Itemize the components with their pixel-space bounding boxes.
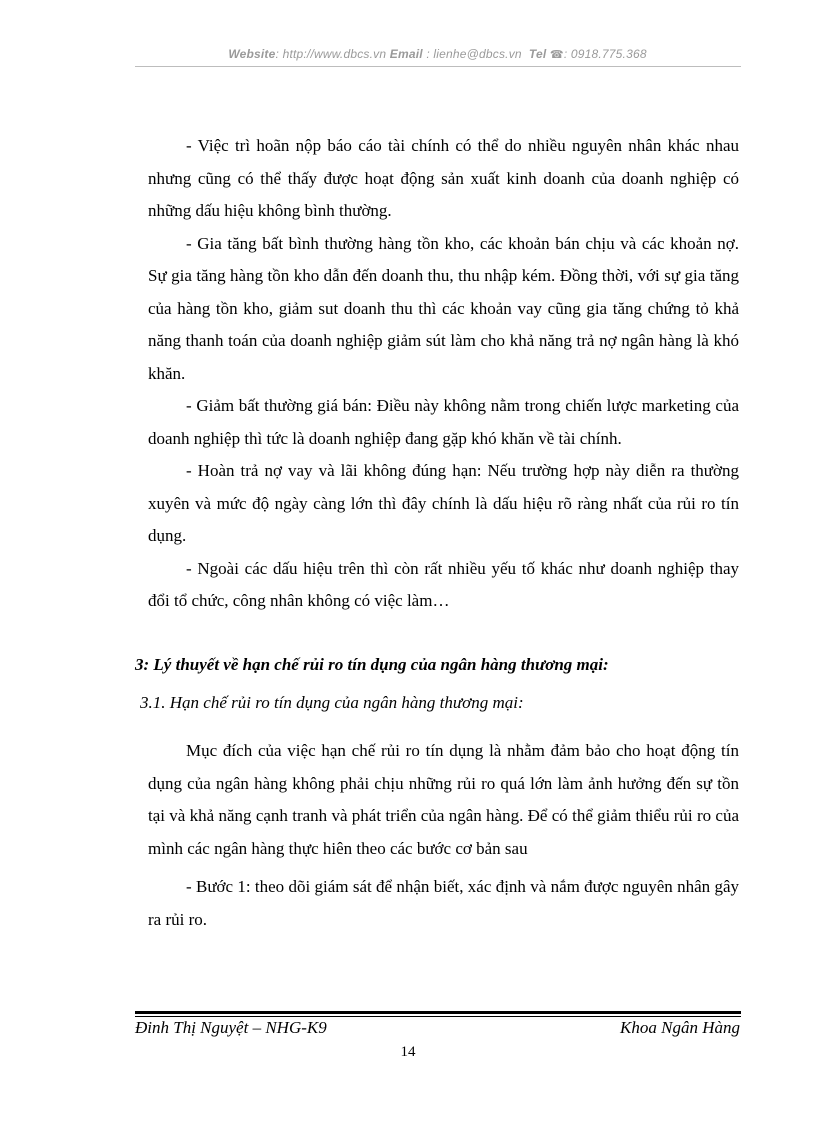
phone-icon: ☎ — [549, 49, 564, 61]
footer-author: Đinh Thị Nguyệt – NHG-K9 — [135, 1018, 327, 1037]
tel-label: Tel — [528, 47, 547, 61]
paragraph-2: - Gia tăng bất bình thường hàng tồn kho, các khoản bán chịu và các khoản nợ. Sự gia tăng hàng tồn kho dẫn đến doanh thu, thu nhập kém. Đồng thời, với sự gia tăng của hàng tồn kho, giảm sut doanh thu thì các khoản vay cũng gia tăng chứng tỏ khả năng thanh toán của doanh nghiệp giảm sút làm cho khả năng trả nợ ngân hàng là khó khăn. — [148, 233, 739, 383]
body-text-top — [148, 130, 739, 618]
email-label: Email — [389, 47, 423, 61]
footer-faculty: Khoa Ngân Hàng — [620, 1018, 740, 1037]
paragraph-4: - Hoàn trả nợ vay và lãi không đúng hạn: Nếu trường hợp này diễn ra thường xuyên và mức độ ngày càng lớn thì đây chính là dấu hiệu rõ ràng nhất của rủi ro tín dụng. — [148, 461, 739, 545]
paragraph-3: - Giảm bất thường giá bán: Điều này không nằm trong chiến lược marketing của doanh nghiệp thì tức là doanh nghiệp đang gặp khó khăn về tài chính. — [148, 396, 739, 448]
paragraph-6: Mục đích của việc hạn chế rủi ro tín dụng là nhằm đảm bảo cho hoạt động tín dụng của ngân hàng không phải chịu những rủi ro quá lớn làm ảnh hưởng đến sự tồn tại và khả năng cạnh tranh và phát triển của ngân hàng. Để có thể giảm thiểu rủi ro của mình các ngân hàng thực hiên theo các bước cơ bản sau — [148, 741, 739, 858]
website-value: : http://www.dbcs.vn — [275, 47, 387, 61]
paragraph-7: - Bước 1: theo dõi giám sát để nhận biết, xác định và nắm được nguyên nhân gây ra rủi ro. — [148, 877, 739, 929]
tel-value: : 0918.775.368 — [563, 47, 647, 61]
page-header — [135, 47, 740, 61]
paragraph-5: - Ngoài các dấu hiệu trên thì còn rất nhiều yếu tố khác như doanh nghiệp thay đổi tổ chức, công nhân không có việc làm… — [148, 558, 739, 610]
body-text-bottom — [148, 735, 739, 936]
footer-divider-thick — [135, 1011, 741, 1014]
page-number: 14 — [400, 1044, 416, 1060]
subsection-heading: 3.1. Hạn chế rủi ro tín dụng của ngân hàng thương mại: — [140, 693, 524, 712]
website-label: Website — [228, 47, 276, 61]
section-heading: 3: Lý thuyết về hạn chế rủi ro tín dụng của ngân hàng thương mại: — [135, 655, 609, 674]
paragraph-1: - Việc trì hoãn nộp báo cáo tài chính có thể do nhiều nguyên nhân khác nhau nhưng cũng có thể thấy được hoạt động sản xuất kinh doanh của doanh nghiệp có những dấu hiệu không bình thường. — [148, 136, 739, 220]
header-divider — [135, 66, 741, 67]
footer-divider-thin — [135, 1016, 741, 1017]
email-value: : lienhe@dbcs.vn — [426, 47, 522, 61]
